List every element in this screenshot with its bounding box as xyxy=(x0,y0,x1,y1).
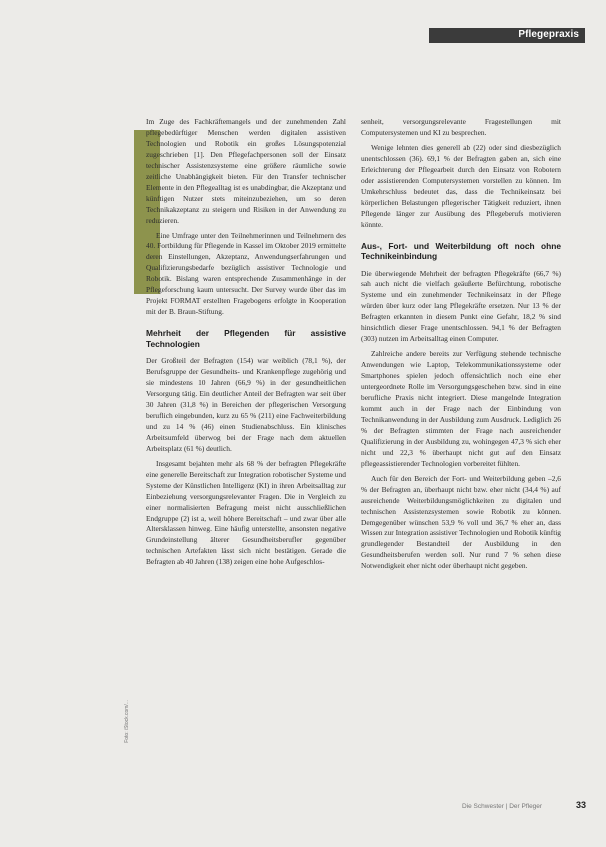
section-header-bar xyxy=(429,28,585,43)
page-number: 33 xyxy=(576,800,587,810)
photo-credit: Foto: iStock.com/... xyxy=(124,700,130,743)
right-column xyxy=(361,117,561,847)
subheading-training: Aus-, Fort- und Weiterbildung oft noch ohne Technikeinbindung xyxy=(361,240,561,262)
footer-publication: Die Schwester | Der Pfleger xyxy=(462,803,543,810)
paragraph-relief: Wenige lehnten dies generell ab (22) oder sind diesbezüglich unentschlossen (36). 69,1 % der Befragten gaben an, sich eine Erleichterung der Pflegearbeit durch den Einsatz von Robotern oder assistierenden Computersystemen vorstellen zu können. Im Umkehrschluss bedeutet das, dass die Technikeinsatz bei körperlichen Belastungen pflegerischer Tätigkeit reduziert, ihnen Pflegende länger zur Ausübung des Pflegeberufs motivieren könnte. xyxy=(361,142,561,229)
paragraph-integration: Zahlreiche andere bereits zur Verfügung stehende technische Anwendungen wie Laptop, Telekommunikationssysteme oder Smartphones spielen jedoch offensichtlich noch eine eher untergeordnete Rolle im Versorgungsgeschehen bzw. sind in eine berufliche Praxis nicht integriert. Diese mangelnde Integration kommt auch in der Frage nach der Einbindung von Technikanwendung in der Ausbildung zum Ausdruck. Lediglich 26 % der Befragten stimmten der Frage nach ausreichender Qualifizierung in der Ausbildung zu, wohingegen 47,3 % sich eher nicht und 22,3 % überhaupt nicht gut auf den Einsatz pflegeassistierender Technologien vorbereitet fühlten. xyxy=(361,349,561,468)
paragraph-continuation: senheit, versorgungsrelevante Fragestellungen mit Computersystemen und KI zu besprechen. xyxy=(361,117,561,137)
section-title: Pflegepraxis xyxy=(518,29,579,40)
left-column xyxy=(146,117,346,847)
paragraph-intro: Im Zuge des Fachkräftemangels und der zunehmenden Zahl pflegebedürftiger Menschen werden digitalen assistiven Technologien und Robotik ein großes Lösungspotenzial zugeschrieben [1]. Den Pflegefachpersonen soll der Einsatz technischer Assistenzsysteme eine größere räumliche sowie zeitliche Unabhängigkeit bieten. Für den Transfer technischer Elemente in den Pflegealltag ist es unabdingbar, die Akzeptanz und künftigen Nutzer stets miteinzubeziehen, um so deren Technikakzeptanz zu steigern und Risiken in der Anwendung zu reduzieren. xyxy=(146,117,346,225)
paragraph-demographics: Der Großteil der Befragten (154) war weiblich (78,1 %), der Berufsgruppe der Gesundheits- und Krankenpflege zugehörig und sie mindestens 10 Jahren (66,9 %) in der gesundheitlichen Versorgung tätig. Ein deutlicher Anteil der Befragten war seit über 30 Jahren (31,8 %) in Bereichen der pflegerischen Versorgung beruflich eingebunden, kurz zu 65 % (211) eine Fachweiterbildung und zu 14 % (46) einen Studienabschluss. Ein klinisches Arbeitsumfeld überwog bei der Frage nach dem aktuellen Arbeitsplatz (61 %) deutlich. xyxy=(146,356,346,453)
paragraph-replacement: Die überwiegende Mehrheit der befragten Pflegekräfte (66,7 %) sah auch nicht die vielfach geäußerte Befürchtung, robotische Systeme und ein zunehmender Technikeinsatz in der Pflege würden über kurz oder lang Pflegekräfte ersetzen. Nur 13 % der Befragten erkannten in diesem Punkt eine Gefahr, 18,2 % sind hinsichtlich dieser Frage unentschlossen. 94,1 % der Befragten (303) nutzen im Arbeitsalltag einen Computer. xyxy=(361,268,561,344)
paragraph-acceptance: Insgesamt bejahten mehr als 68 % der befragten Pflegekräfte eine generelle Bereitschaft zur Integration robotischer Systeme und Systeme der Künstlichen Intelligenz (KI) in ihren Arbeitsalltag zur Einbeziehung versorgungsrelevanter Fragen. Die in Vergleich zu einer normalisierten Befragung meist nicht ausschließlichen Endgruppe (2) ist a, weil höhere Bereitschaft – und zwar über alle Altersklassen hinweg. Eine häufig unterstellte, ansonsten negative Grundeinstellung älterer Gesundheitsberufler gegenüber technischen Artefakten lässt sich nicht bestätigen. Gerade die Befragten ab 40 Jahren (138) zeigen eine hohe Aufgeschlos- xyxy=(146,458,346,567)
paragraph-further-training: Auch für den Bereich der Fort- und Weiterbildung geben –2,6 % der Befragten an, überhaupt nicht bzw. eher nicht (34,4 %) auf ausreichende Weiterbildungsmöglichkeiten zu digitalen und technischen Assistenzsystemen sowie Robotik zu können. Demgegenüber wünschen 53,9 % voll und 36,7 % eher an, dass Wissen zur Integration assistiver Technologien und Robotik künftig grundlegender Bestandteil der Ausbildung in den Gesundheitsberufen werden soll. Nur rund 7 % sehen diese Notwendigkeit eher nicht oder überhaupt nicht gegeben. xyxy=(361,473,561,571)
subheading-majority: Mehrheit der Pflegenden für assistive Technologien xyxy=(146,328,346,349)
paragraph-survey: Eine Umfrage unter den Teilnehmerinnen und Teilnehmern des 40. Fortbildung für Pflegende in Kassel im Oktober 2019 ermittelte deren Einstellungen, Akzeptanz, Anwendungserfahrungen und Qualifizierungsbedarfe bezüglich assistiver Technologie und Robotik. Bislang waren entsprechende Zusammenhänge in der Pflegeforschung kaum untersucht. Der Survey wurde über das im Projekt FORMAT erstellten Fragebogens erfolgte in Kooperation mit der B. Braun-Stiftung. xyxy=(146,230,346,317)
